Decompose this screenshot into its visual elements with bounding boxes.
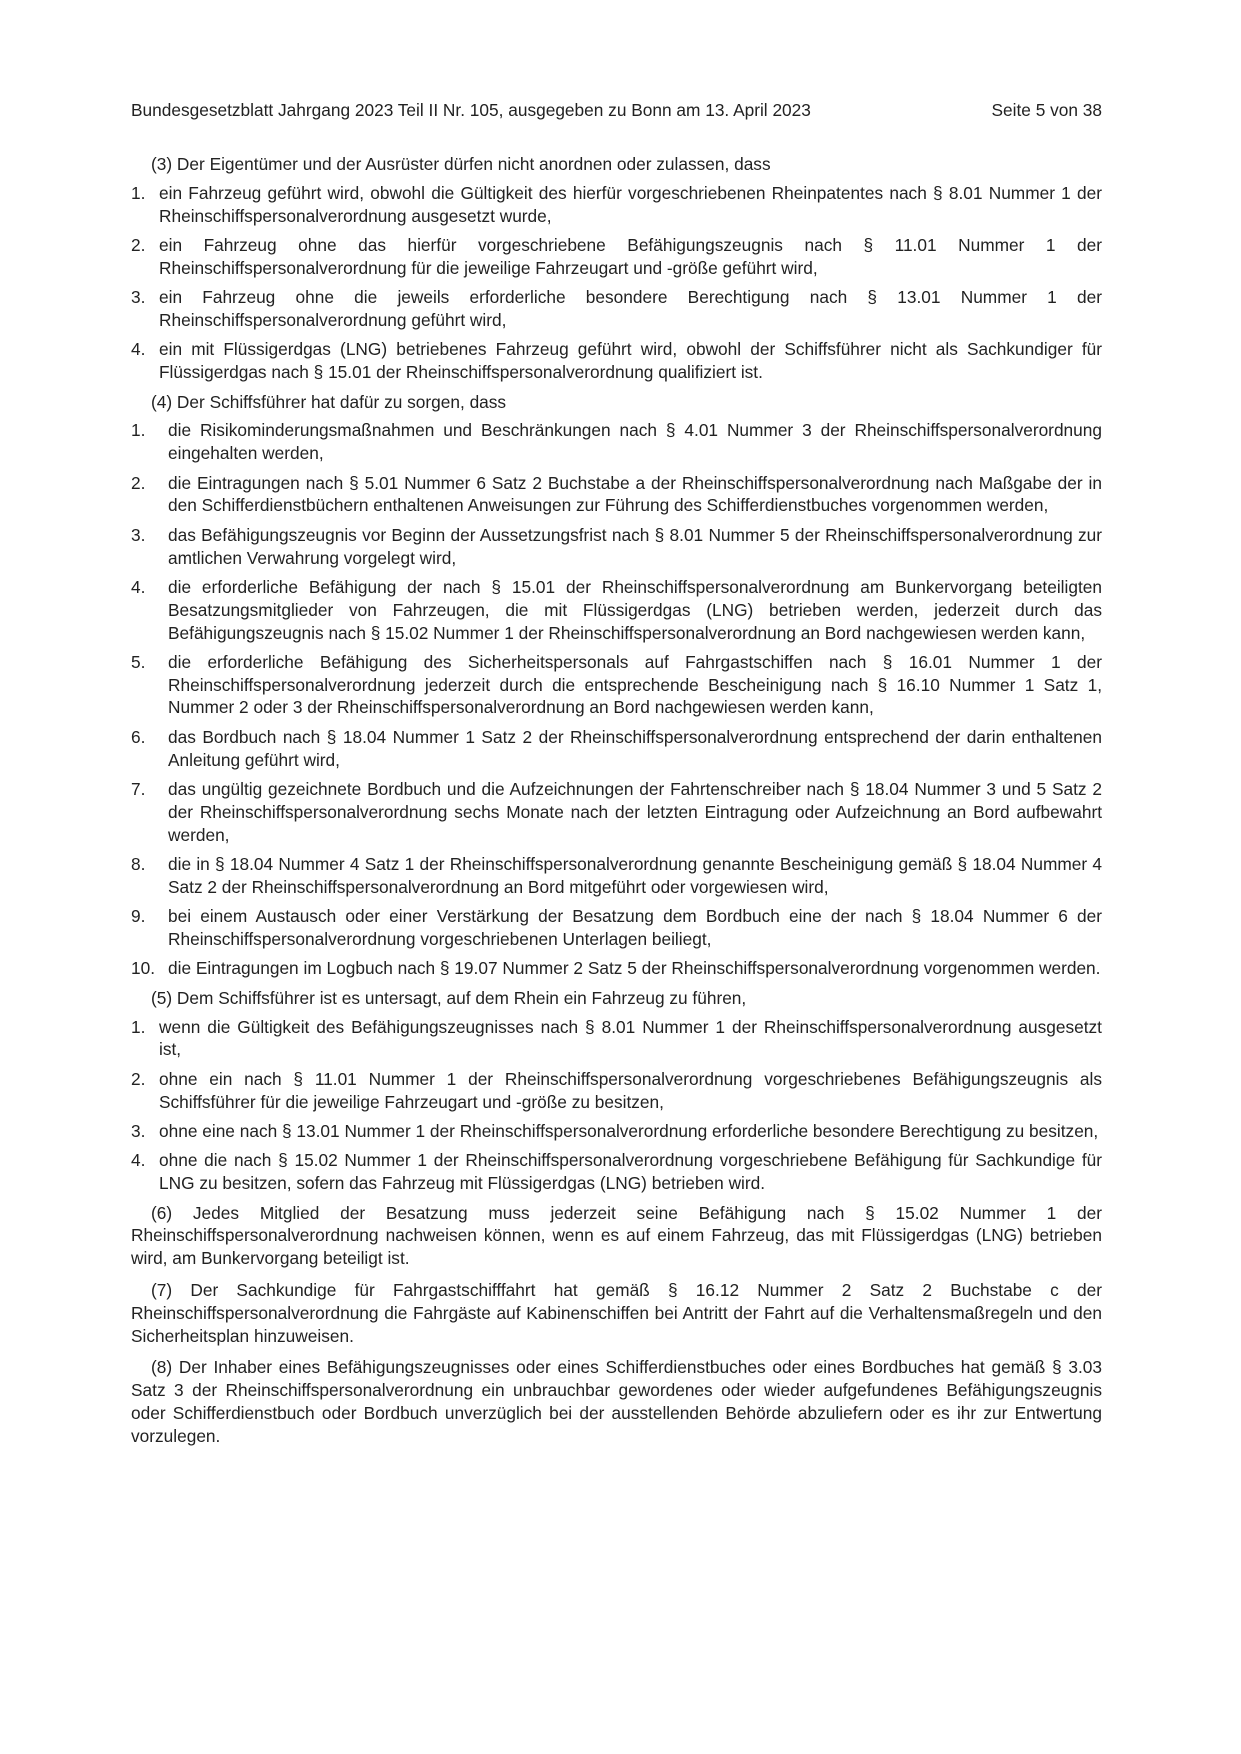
- list-number: 3.: [131, 524, 146, 545]
- document-body: [131, 153, 1102, 1457]
- list-number: 10.: [131, 958, 156, 979]
- list-text: das Bordbuch nach § 18.04 Nummer 1 Satz 2 der Rheinschiffspersonalverordnung entsprechend der darin enthaltenen Anleitung geführt wird,: [168, 726, 1102, 770]
- list-text: die erforderliche Befähigung der nach § 15.01 der Rheinschiffspersonalverordnung am Bunkervorgang beteiligten Besatzungsmitglieder von Fahrzeugen, die mit Flüssigerdgas (LNG) betrieben werden, jederzeit durch das Befähigungszeugnis nach § 15.02 Nummer 1 der Rheinschiffspersonalverordnung an Bord nachgewiesen werden kann,: [168, 576, 1102, 643]
- list-number: 4.: [131, 339, 146, 360]
- list-number: 2.: [131, 472, 146, 493]
- list-item: [131, 726, 1102, 772]
- list-number: 1.: [131, 420, 146, 441]
- gazette-title: Bundesgesetzblatt Jahrgang 2023 Teil II Nr. 105, ausgegeben zu Bonn am 13. April 2023: [131, 100, 811, 120]
- list-item: [131, 419, 1102, 465]
- list-text: ohne eine nach § 13.01 Nummer 1 der Rheinschiffspersonalverordnung erforderliche besondere Berechtigung zu besitzen,: [159, 1120, 1099, 1141]
- list-item: [131, 1016, 1102, 1062]
- list-item: [131, 853, 1102, 899]
- list-item: [131, 182, 1102, 228]
- list-text: ein Fahrzeug ohne das hierfür vorgeschriebene Befähigungszeugnis nach § 11.01 Nummer 1 der Rheinschiffspersonalverordnung für die jeweilige Fahrzeugart und -größe geführt wird,: [159, 234, 1102, 278]
- list-item: [131, 472, 1102, 518]
- list-number: 2.: [131, 1068, 146, 1089]
- section-4-list: [131, 419, 1102, 980]
- list-number: 5.: [131, 651, 146, 672]
- list-item: [131, 576, 1102, 644]
- list-number: 3.: [131, 287, 146, 308]
- list-item: [131, 651, 1102, 719]
- list-text: die Risikominderungsmaßnahmen und Beschränkungen nach § 4.01 Nummer 3 der Rheinschiffspersonalverordnung eingehalten werden,: [168, 420, 1102, 464]
- list-item: [131, 1120, 1102, 1143]
- list-text: die erforderliche Befähigung des Sicherheitspersonals auf Fahrgastschiffen nach § 16.01 Nummer 1 der Rheinschiffspersonalverordnung jederzeit durch die entsprechende Bescheinigung nach § 16.10 Nummer 1 Satz 1, Nummer 2 oder 3 der Rheinschiffspersonalverordnung an Bord nachgewiesen werden kann,: [168, 651, 1102, 718]
- list-number: 4.: [131, 576, 146, 597]
- list-item: [131, 957, 1102, 980]
- section-4-intro: (4) Der Schiffsführer hat dafür zu sorgen, dass: [151, 391, 507, 412]
- list-item: [131, 778, 1102, 846]
- list-number: 2.: [131, 234, 146, 255]
- section-3-list: [131, 182, 1102, 384]
- list-text: die Eintragungen im Logbuch nach § 19.07 Nummer 2 Satz 5 der Rheinschiffspersonalverordnung vorgenommen werden.: [168, 958, 1101, 979]
- list-text: ohne ein nach § 11.01 Nummer 1 der Rheinschiffspersonalverordnung vorgeschriebenes Befähigungszeugnis als Schiffsführer für die jeweilige Fahrzeugart und -größe zu besitzen,: [159, 1068, 1102, 1112]
- list-number: 1.: [131, 182, 146, 203]
- list-item: [131, 905, 1102, 951]
- list-number: 1.: [131, 1016, 146, 1037]
- list-text: ohne die nach § 15.02 Nummer 1 der Rheinschiffspersonalverordnung vorgeschriebene Befähigung für Sachkundige für LNG zu besitzen, sofern das Fahrzeug mit Flüssigerdgas (LNG) betrieben wird.: [159, 1150, 1102, 1194]
- list-text: die Eintragungen nach § 5.01 Nummer 6 Satz 2 Buchstabe a der Rheinschiffspersonalverordnung nach Maßgabe der in den Schifferdienstbüchern enthaltenen Anweisungen zur Führung des Schifferdienstbuches vorgenommen werden,: [168, 472, 1102, 516]
- section-3-intro: (3) Der Eigentümer und der Ausrüster dürfen nicht anordnen oder zulassen, dass: [151, 154, 771, 174]
- list-number: 7.: [131, 779, 146, 800]
- list-text: das Befähigungszeugnis vor Beginn der Aussetzungsfrist nach § 8.01 Nummer 5 der Rheinschiffspersonalverordnung zur amtlichen Verwahrung vorgelegt wird,: [168, 524, 1102, 568]
- list-number: 3.: [131, 1120, 146, 1141]
- list-item: [131, 1149, 1102, 1195]
- list-text: ein Fahrzeug ohne die jeweils erforderliche besondere Berechtigung nach § 13.01 Nummer 1 der Rheinschiffspersonalverordnung geführt wird,: [159, 287, 1102, 330]
- list-item: [131, 234, 1102, 280]
- list-text: wenn die Gültigkeit des Befähigungszeugnisses nach § 8.01 Nummer 1 der Rheinschiffspersonalverordnung ausgesetzt ist,: [159, 1016, 1102, 1060]
- list-number: 8.: [131, 854, 146, 875]
- page-number: Seite 5 von 38: [991, 100, 1102, 120]
- list-number: 4.: [131, 1150, 146, 1171]
- list-item: [131, 524, 1102, 570]
- section-5-list: [131, 1016, 1102, 1195]
- list-item: [131, 338, 1102, 384]
- section-5-intro: (5) Dem Schiffsführer ist es untersagt, auf dem Rhein ein Fahrzeug zu führen,: [151, 987, 747, 1008]
- section-7-paragraph: (7) Der Sachkundige für Fahrgastschifffahrt hat gemäß § 16.12 Nummer 2 Satz 2 Buchstabe c der Rheinschiffspersonalverordnung die Fahrgäste auf Kabinenschiffen bei Antritt der Fahrt auf die Verhaltensmaßregeln und den Sicherheitsplan hinzuweisen.: [131, 1279, 1102, 1346]
- section-8-paragraph: (8) Der Inhaber eines Befähigungszeugnisses oder eines Schifferdienstbuches oder eines Bordbuches hat gemäß § 3.03 Satz 3 der Rheinschiffspersonalverordnung ein unbrauchbar gewordenes oder wieder aufgefundenes Befähigungszeugnis oder Schifferdienstbuch oder Bordbuch unverzüglich bei der ausstellenden Behörde abzuliefern oder es ihr zur Entwertung vorzulegen.: [131, 1357, 1102, 1446]
- section-6-paragraph: (6) Jedes Mitglied der Besatzung muss jederzeit seine Befähigung nach § 15.02 Nummer 1 der Rheinschiffspersonalverordnung nachweisen können, wenn es auf einem Fahrzeug, das mit Flüssigerdgas (LNG) betrieben wird, am Bunkervorgang beteiligt ist.: [131, 1202, 1102, 1269]
- list-number: 9.: [131, 906, 146, 927]
- page-header: [131, 99, 1102, 123]
- list-number: 6.: [131, 726, 146, 747]
- list-text: ein mit Flüssigerdgas (LNG) betriebenes Fahrzeug geführt wird, obwohl der Schiffsführer nicht als Sachkundiger für Flüssigerdgas nach § 15.01 der Rheinschiffspersonalverordnung qualifiziert ist.: [159, 339, 1102, 383]
- list-text: das ungültig gezeichnete Bordbuch und die Aufzeichnungen der Fahrtenschreiber nach § 18.04 Nummer 3 und 5 Satz 2 der Rheinschiffspersonalverordnung sechs Monate nach der letzten Eintragung oder Aufzeichnung an Bord aufbewahrt werden,: [168, 779, 1102, 845]
- list-text: bei einem Austausch oder einer Verstärkung der Besatzung dem Bordbuch eine der nach § 18.04 Nummer 6 der Rheinschiffspersonalverordnung vorgeschriebenen Unterlagen beiliegt,: [168, 906, 1102, 950]
- list-text: ein Fahrzeug geführt wird, obwohl die Gültigkeit des hierfür vorgeschriebenen Rheinpatentes nach § 8.01 Nummer 1 der Rheinschiffspersonalverordnung ausgesetzt wurde,: [159, 182, 1102, 226]
- list-item: [131, 286, 1102, 332]
- list-item: [131, 1068, 1102, 1114]
- list-text: die in § 18.04 Nummer 4 Satz 1 der Rheinschiffspersonalverordnung genannte Bescheinigung gemäß § 18.04 Nummer 4 Satz 2 der Rheinschiffspersonalverordnung an Bord mitgeführt oder vorgewiesen wird,: [168, 854, 1102, 897]
